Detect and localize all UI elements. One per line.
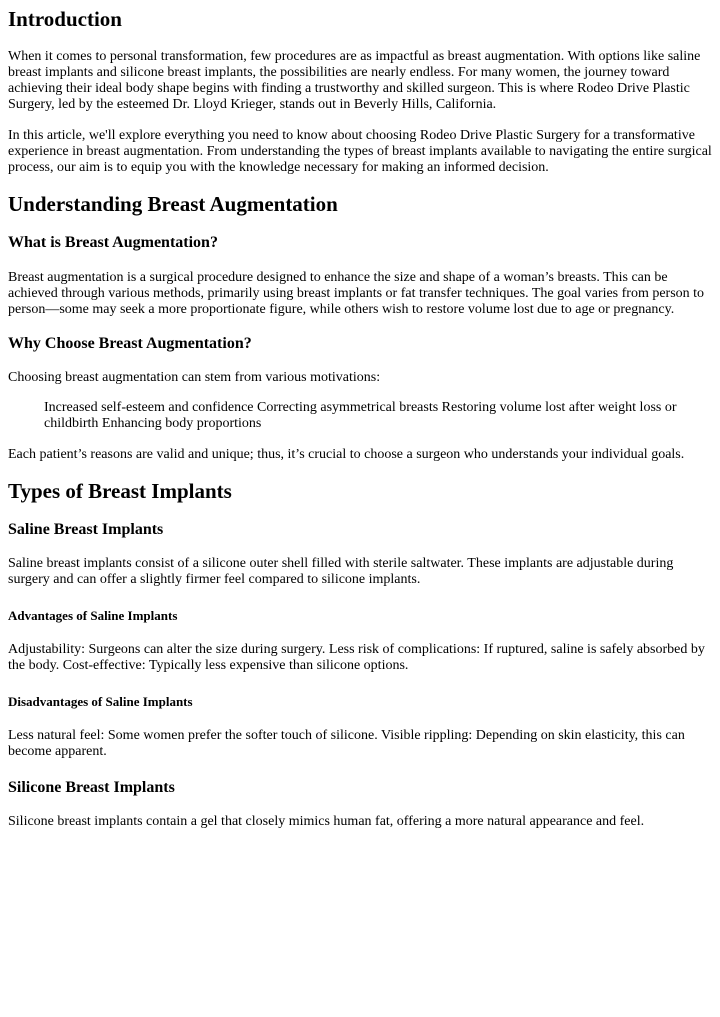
intro-paragraph-1: When it comes to personal transformation, few procedures are as impactful as breast augmentation. With options like saline breast implants and silicone breast implants, the possibilities are nearly endless. For many women, the journey toward achieving their ideal body shape begins with finding a trustworthy and skilled surgeon. This is where Rodeo Drive Plastic Surgery, led by the esteemed Dr. Lloyd Krieger, stands out in Beverly Hills, California. — [8, 49, 701, 112]
heading-types: Types of Breast Implants — [8, 479, 232, 503]
saline-disadvantages-paragraph: Less natural feel: Some women prefer the softer touch of silicone. Visible rippling: Depending on skin elasticity, this can become apparent. — [8, 728, 685, 759]
silicone-paragraph: Silicone breast implants contain a gel that closely mimics human fat, offering a more natural appearance and feel. — [8, 814, 645, 829]
heading-understanding: Understanding Breast Augmentation — [8, 192, 338, 216]
heading-silicone: Silicone Breast Implants — [8, 779, 175, 796]
heading-introduction: Introduction — [8, 7, 122, 31]
saline-paragraph: Saline breast implants consist of a silicone outer shell filled with sterile saltwater. These implants are adjustable during surgery and can offer a slightly firmer feel compared to silicone implants. — [8, 556, 674, 587]
intro-paragraph-2: In this article, we'll explore everything you need to know about choosing Rodeo Drive Plastic Surgery for a transformative experience in breast augmentation. From understanding the types of breast implants available to navigating the entire surgical process, our aim is to equip you with the knowledge necessary for making an informed decision. — [8, 128, 712, 175]
heading-why-choose: Why Choose Breast Augmentation? — [8, 335, 252, 352]
heading-what-is: What is Breast Augmentation? — [8, 234, 218, 251]
why-choose-paragraph: Choosing breast augmentation can stem from various motivations: — [8, 370, 381, 385]
saline-advantages-paragraph: Adjustability: Surgeons can alter the size during surgery. Less risk of complications: If ruptured, saline is safely absorbed by the body. Cost-effective: Typically less expensive than silicone options. — [8, 642, 705, 673]
motivations-blockquote: Increased self-esteem and confidence Correcting asymmetrical breasts Restoring volume lost after weight loss or childbirth Enhancing body proportions — [44, 400, 677, 431]
what-is-paragraph: Breast augmentation is a surgical procedure designed to enhance the size and shape of a woman’s breasts. This can be achieved through various methods, primarily using breast implants or fat transfer techniques. The goal varies from person to person—some may seek a more proportionate figure, while others wish to restore volume lost due to age or pregnancy. — [8, 270, 705, 317]
why-choose-paragraph-2: Each patient’s reasons are valid and unique; thus, it’s crucial to choose a surgeon who understands your individual goals. — [8, 447, 685, 462]
heading-saline: Saline Breast Implants — [8, 521, 164, 538]
heading-saline-advantages: Advantages of Saline Implants — [8, 608, 178, 623]
heading-saline-disadvantages: Disadvantages of Saline Implants — [8, 694, 193, 709]
